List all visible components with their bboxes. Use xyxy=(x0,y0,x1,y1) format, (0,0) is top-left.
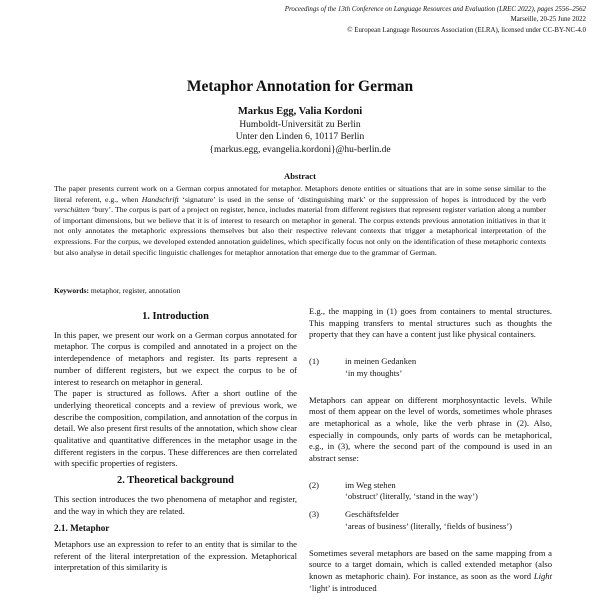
abstract-term-verschuetten: verschütten xyxy=(54,205,90,215)
proceedings-license: © European Language Resources Association (ELRA), licensed under CC-BY-NC-4.0 xyxy=(347,26,586,34)
morphosyntax-paragraph: Metaphors can appear on different morphosyntactic levels. While most of them appear on the level of words, sometimes whole phrases are metaphorical as a whole, like the verb phrase in (2). Also, especially in compounds, only parts of words can be metaphorical, e.g., in (3), where the second part of the compound is used in an abstract sense: xyxy=(309,394,552,464)
paper-title: Metaphor Annotation for German xyxy=(186,78,414,95)
left-column xyxy=(54,306,297,574)
mapping-paragraph: E.g., the mapping in (1) goes from containers to mental structures. This mapping transfers to mental structures such as thoughts the property that they can have a content just like physical containers. xyxy=(309,306,552,340)
background-paragraph: This section introduces the two phenomena of metaphor and register, and the way in which they are related. xyxy=(54,493,297,516)
example-1-gloss: ‘in my thoughts’ xyxy=(345,367,403,378)
example-2 xyxy=(309,480,552,503)
abstract-term-handschrift: Handschrift xyxy=(141,194,179,204)
abstract-body xyxy=(54,184,546,258)
abstract-heading: Abstract xyxy=(284,171,316,181)
keywords-text: metaphor, register, annotation xyxy=(89,286,181,295)
keywords-line xyxy=(54,286,546,295)
intro-paragraph-2: The paper is structured as follows. After a short outline of the underlying theoretical concepts and a review of previous work, we describe the composition, compilation, and annotation of the corpus in detail. We also present first results of the annotation, which show clear qualitative and quantitative differences in the metaphor usage in the different registers in the corpus. These differences are then correlated with specific properties of registers. xyxy=(54,388,297,469)
example-3-text: Geschäftsfelder xyxy=(345,509,399,520)
example-3-gloss: ‘areas of business’ (literally, ‘fields of business’) xyxy=(345,520,513,531)
keywords-label: Keywords: xyxy=(54,286,89,295)
abstract-text-1: The paper presents current work on a German corpus annotated for metaphor. Metaphors denote entities or situations that are in some sense similar to the literal referent, e.g., when xyxy=(54,184,546,204)
section-1-title: 1. Introduction xyxy=(142,311,209,322)
metaphor-paragraph: Metaphors use an expression to refer to an entity that is similar to the referent of the literal interpretation of the expression. Metaphorical interpretation of this similarity is xyxy=(54,538,297,573)
abstract-text-2: ‘signature’ is used in the sense of ‘distinguishing mark’ or the suppression of hopes is introduced by the verb xyxy=(178,194,546,204)
example-3 xyxy=(309,509,552,532)
subsection-2-1-title: 2.1. Metaphor xyxy=(54,523,110,534)
extended-metaphor-text-1: Sometimes several metaphors are based on the same mapping from a source to a target domain, which is called extended metaphor (also known as metaphoric chain). For instance, as soon as the word xyxy=(309,547,552,581)
author-address: Unter den Linden 6, 10117 Berlin xyxy=(235,132,365,143)
proceedings-header xyxy=(166,5,586,36)
extended-metaphor-text-2: ‘light’ is introduced xyxy=(309,582,377,593)
example-2-number: (2) xyxy=(309,479,320,490)
abstract-text-3: ‘bury’. The corpus is part of a project on register, hence, includes material from different registers that represent register variation along a number of important dimensions, but we believe that it is of interest to research on metaphor in general. The corpus extends previous annotation initiatives in that it not only annotates the metaphoric expressions themselves but also their respective relevant contexts that trigger a metaphorical interpretation of the expressions. For the corpus, we developed extended annotation guidelines, which specifically focus not only on the identification of these metaphoric contexts but also analyse in detail specific linguistic challenges for metaphor annotation that emerge due to the grammar of German. xyxy=(54,205,546,257)
section-2-title: 2. Theoretical background xyxy=(117,475,234,487)
right-column xyxy=(309,306,552,594)
example-1-text: in meinen Gedanken xyxy=(345,356,417,367)
example-2-gloss: ‘obstruct’ (literally, ‘stand in the way’) xyxy=(345,491,478,502)
author-block xyxy=(0,106,600,156)
author-affiliation: Humboldt-Universität zu Berlin xyxy=(239,119,361,130)
intro-paragraph-1: In this paper, we present our work on a German corpus annotated for metaphor. The corpus is compiled and annotated in a project on the interdependence of metaphors and register. Its parts represent a number of different registers, but we expect the corpus to be of interest to research on metaphor in general. xyxy=(54,329,297,387)
term-light: Light xyxy=(533,570,552,581)
author-email: {markus.egg, evangelia.kordoni}@hu-berlin.de xyxy=(209,144,391,155)
proceedings-venue: Proceedings of the 13th Conference on Language Resources and Evaluation (LREC 2022), pages 2556–2562 xyxy=(284,6,586,13)
example-1 xyxy=(309,356,552,379)
extended-metaphor-paragraph xyxy=(309,548,552,595)
author-names: Markus Egg, Valia Kordoni xyxy=(237,106,363,117)
example-2-text: im Weg stehen xyxy=(345,479,396,490)
example-1-number: (1) xyxy=(309,356,320,367)
proceedings-location: Marseille, 20-25 June 2022 xyxy=(510,16,586,24)
example-3-number: (3) xyxy=(309,509,320,520)
